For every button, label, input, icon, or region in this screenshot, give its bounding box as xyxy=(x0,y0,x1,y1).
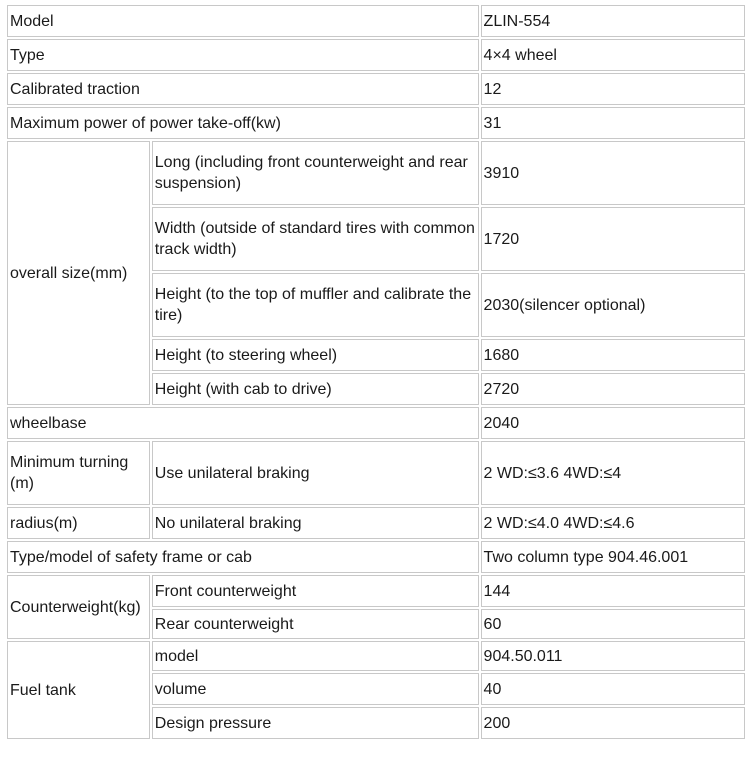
overall-item-label: Width (outside of standard tires with common track width) xyxy=(152,207,479,271)
table-row xyxy=(7,407,745,439)
table-row xyxy=(7,107,745,139)
traction-value: 12 xyxy=(481,73,745,105)
table-row xyxy=(7,73,745,105)
overall-item-label: Height (to steering wheel) xyxy=(152,339,479,371)
spec-table xyxy=(5,3,747,741)
model-value: ZLIN-554 xyxy=(481,5,745,37)
fuel-item-value: 40 xyxy=(481,673,745,705)
overall-size-label: overall size(mm) xyxy=(7,141,150,405)
type-value: 4×4 wheel xyxy=(481,39,745,71)
counterweight-item-value: 144 xyxy=(481,575,745,607)
safety-label: Type/model of safety frame or cab xyxy=(7,541,479,573)
pto-value: 31 xyxy=(481,107,745,139)
wheelbase-label: wheelbase xyxy=(7,407,479,439)
radius-sub-label: No unilateral braking xyxy=(152,507,479,539)
model-label: Model xyxy=(7,5,479,37)
overall-item-value: 1720 xyxy=(481,207,745,271)
overall-item-value: 2720 xyxy=(481,373,745,405)
fuel-item-value: 200 xyxy=(481,707,745,739)
table-row xyxy=(7,5,745,37)
fuel-item-label: model xyxy=(152,641,479,671)
overall-item-value: 1680 xyxy=(481,339,745,371)
pto-label: Maximum power of power take-off(kw) xyxy=(7,107,479,139)
overall-item-value: 2030(silencer optional) xyxy=(481,273,745,337)
table-row xyxy=(7,641,745,671)
wheelbase-value: 2040 xyxy=(481,407,745,439)
fuel-tank-label: Fuel tank xyxy=(7,641,150,739)
radius-value: 2 WD:≤4.0 4WD:≤4.6 xyxy=(481,507,745,539)
overall-item-label: Height (to the top of muffler and calibrate the tire) xyxy=(152,273,479,337)
table-row xyxy=(7,541,745,573)
counterweight-item-label: Rear counterweight xyxy=(152,609,479,639)
counterweight-item-label: Front counterweight xyxy=(152,575,479,607)
table-row xyxy=(7,575,745,607)
counterweight-label: Counterweight(kg) xyxy=(7,575,150,639)
overall-item-label: Height (with cab to drive) xyxy=(152,373,479,405)
fuel-item-label: Design pressure xyxy=(152,707,479,739)
traction-label: Calibrated traction xyxy=(7,73,479,105)
turning-sub-label: Use unilateral braking xyxy=(152,441,479,505)
table-row xyxy=(7,141,745,205)
counterweight-item-value: 60 xyxy=(481,609,745,639)
table-row xyxy=(7,39,745,71)
table-row xyxy=(7,441,745,505)
type-label: Type xyxy=(7,39,479,71)
turning-value: 2 WD:≤3.6 4WD:≤4 xyxy=(481,441,745,505)
turning-label: Minimum turning (m) xyxy=(7,441,150,505)
table-row xyxy=(7,507,745,539)
overall-item-value: 3910 xyxy=(481,141,745,205)
safety-value: Two column type 904.46.001 xyxy=(481,541,745,573)
fuel-item-label: volume xyxy=(152,673,479,705)
overall-item-label: Long (including front counterweight and rear suspension) xyxy=(152,141,479,205)
radius-label: radius(m) xyxy=(7,507,150,539)
fuel-item-value: 904.50.011 xyxy=(481,641,745,671)
